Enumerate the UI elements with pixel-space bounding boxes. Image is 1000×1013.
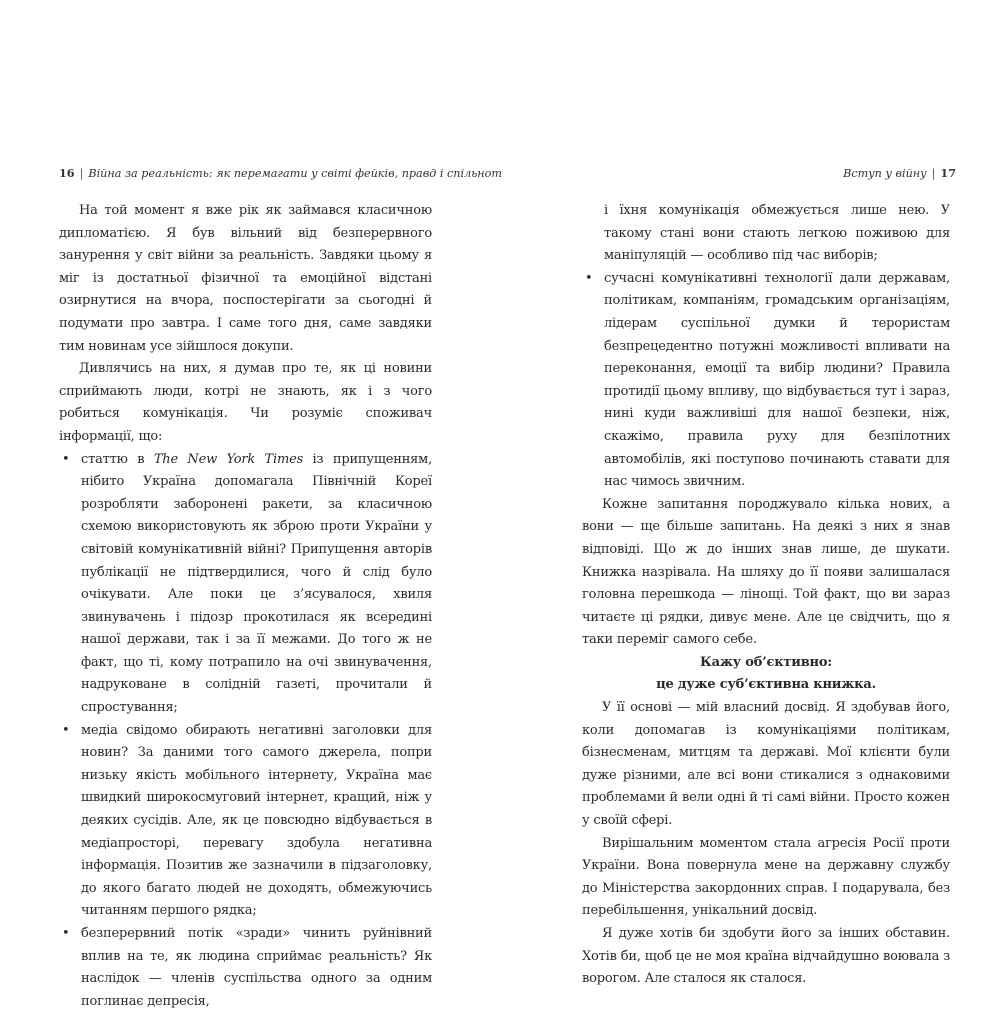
newspaper-title: The New York Times — [153, 451, 304, 467]
bullet-list — [582, 268, 950, 494]
bullet-icon: • — [585, 270, 593, 286]
bullet-text: статтю в — [81, 451, 154, 467]
right-page-number: 17 — [940, 166, 956, 180]
bullet-icon: • — [62, 451, 70, 467]
paragraph: Вирішальним моментом стала агресія Росії проти України. Вона повернула мене на державну службу до Міністерства закордонних справ. І подарувала, без перебільшення, унікальний досвід. — [582, 835, 950, 919]
bullet-item — [59, 720, 432, 923]
paragraph: Я дуже хотів би здобути його за інших обставин. Хотів би, щоб це не моя країна відчайдушно воювала з ворогом. Але сталося як сталося. — [582, 926, 950, 987]
paragraph: Кожне запитання породжувало кілька нових, а вони — ще більше запитань. На деякі з них я знав відповіді. Що ж до інших знав лише, де шукати. Книжка назрівала. На шляху до її появи залишалася головна перешкода — лінощі. Той факт, що ви зараз читаєте ці рядки, дивує мене. Але це свідчить, що я таки переміг самого себе. — [582, 496, 950, 648]
bullet-continuation: і їхня комунікація обмежується лише нею. У такому стані вони стають легкою поживою для маніпуляцій — особливо під час виборів; — [604, 203, 950, 264]
bold-statement-line-2: це дуже суб’єктивна книжка. — [656, 677, 876, 693]
left-page-text — [59, 200, 432, 1013]
bullet-icon: • — [62, 722, 70, 738]
bold-statement-line-1: Кажу об’єктивно: — [700, 654, 832, 670]
bullet-text: медіа свідомо обирають негативні заголовки для новин? За даними того самого джерела, попри низьку якість мобільного інтернету, Україна має швидкий широкосмуговий інтернет, кращий, ніж у деяких сусідів. Але, як це повсюдно відбувається в медіапросторі, перевагу здобула негативна інформація. Позитив же зазначили в підзаголовку, до якого багато людей не доходять, обмежуючись читанням першого рядка; — [81, 722, 432, 919]
bullet-text: безперервний потік «зради» чинить руйнівний вплив на те, як людина сприймає реальність? Як наслідок — членів суспільства одного за одним поглинає депресія, — [81, 926, 432, 1009]
bullet-text: із припущенням, нібито Україна допомагала Північній Кореї розробляти заборонені ракети, за класичною схемою використовують як зброю проти України у світовій комунікативній війні? Припущення авторів публікації не підтвердилися, чого й слід було очікувати. Але поки це з’ясувалося, хвиля звинувачень і підозр прокотилася як всередині нашої держави, так і за її межами. До того ж не факт, що ті, кому потрапило на очі звинувачення, надруковане в солідній газеті, прочитали й спростування; — [81, 451, 432, 716]
bullet-item — [59, 449, 432, 720]
bullet-item — [582, 268, 950, 494]
header-separator: | — [931, 167, 936, 180]
right-page-text — [582, 200, 950, 991]
left-page-number: 16 — [59, 166, 75, 180]
bullet-text: сучасні комунікативні технології дали державам, політикам, компаніям, громадським організаціям, лідерам суспільної думки й терористам безпрецедентно потужні можливості впливати на переконання, емоції та вибір людини? Правила протидії цьому впливу, що відбувається тут і зараз, нині куди важливіші для нашої безпеки, ніж, скажімо, правила руху для безпілотних автомобілів, які поступово починають ставати для нас чимось звичним. — [604, 270, 950, 490]
paragraph: У її основі — мій власний досвід. Я здобував його, коли допомагав із комунікаціями політикам, бізнесменам, митцям та державі. Мої клієнти були дуже різними, але всі вони стикалися з однаковими проблемами й вели одні й ті самі війни. Просто кожен у своїй сфері. — [582, 700, 950, 829]
header-separator: | — [79, 167, 84, 180]
bullet-icon: • — [62, 926, 70, 941]
paragraph: На той момент я вже рік як займався класичною дипломатією. Я був вільний від безперервного занурення у світ війни за реальність. Завдяки цьому я міг із достатньої фізичної та емоційної відстані озирнутися на вчора, поспостерігати за сьогодні й подумати про завтра. І саме того дня, саме завдяки тим новинам усе зійшлося докупи. — [59, 203, 432, 354]
left-running-title: Війна за реальність: як перемагати у світі фейків, правд і спільнот — [88, 167, 502, 180]
right-page — [500, 0, 1000, 1000]
left-running-head — [59, 165, 502, 182]
right-running-title: Вступ у війну — [843, 167, 927, 180]
bullet-list — [59, 449, 432, 1013]
paragraph: Дивлячись на них, я думав про те, як ці новини сприймають люди, котрі не знають, як і з чого робиться комунікація. Чи розуміє споживач інформації, що: — [59, 361, 432, 444]
right-running-head — [843, 165, 956, 182]
